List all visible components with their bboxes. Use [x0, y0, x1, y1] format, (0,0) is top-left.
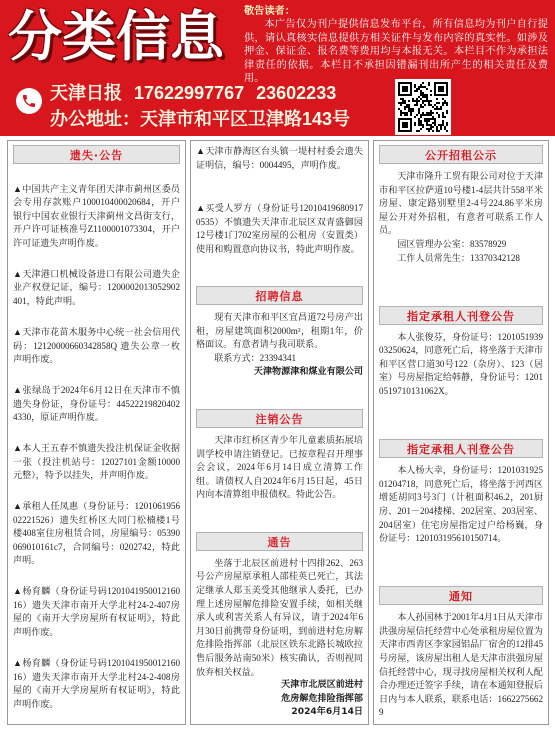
qr-code-icon [398, 82, 448, 132]
rental-body: 天津市隆升工贸有限公司对位于天津市和平区拉萨道10号楼1-4层共计558平米房屋、康定路别墅里2-4号224.86平米房屋公开对外招租，有意者可联系工作人员。 [379, 171, 543, 236]
phone-number-landline: 23602233 [256, 83, 337, 103]
qr-code [395, 79, 451, 135]
recruitment-heading: 招聘信息 [196, 286, 363, 305]
deregistration-section [196, 409, 363, 502]
notification-section [379, 586, 543, 720]
announcement-signature-block [277, 679, 363, 706]
announcement-date: 2024年6月14日 [291, 707, 363, 718]
lost-notice-item: ▲承租人任凤惠（身份证号：120106195602221526）遗失红桥区大同门松楠楼1号楼408室住房租赁合同，房屋编号：05390069010161c7，合同编号：0202742，特此声明。 [13, 501, 180, 566]
notification-body: 本人孙国林于2001年4月1日从天津市洪强房屋信托经营中心处承租房屋位置为天津市西青区李家园铝品厂宿舍的12排45号房屋，该房屋出租人是天津市洪强房屋信托经营中心，现寻找房屋相关权利人配合办理还迁签字手续，请在本通知登报后日内与本人联系，联系电话：16622756629 [379, 612, 543, 718]
lost-notice-item: ▲天津市静海区台头镇一堤村村委会遗失证明信，编号：0004495，声明作废。 [196, 146, 363, 170]
tenant-designation-section [379, 306, 543, 399]
lost-notices-list [13, 174, 180, 720]
office-address: 办公地址：天津市和平区卫津路143号 [50, 109, 351, 129]
announcement-section [196, 532, 363, 720]
lost-notice-item: ▲张绿岛于2024年6月12日在天津市不慎遗失身份证，身份证号：445222198204024330，原证声明作废。 [13, 384, 180, 423]
recruitment-company: 天津物源津和煤业有限公司 [253, 366, 363, 377]
lost-notice-item: ▲本人王五春不慎遗失投注机保证金收据一张（投注机站号：12027101金额10000元整），特予以挂失，并声明作废。 [13, 443, 180, 481]
section-title: 分类信息 [8, 5, 224, 68]
deregistration-heading: 注销公告 [196, 409, 363, 428]
qr-finder-top-right [434, 82, 448, 96]
tenant-designation-section [379, 439, 543, 546]
announcement-signature: 天津市北辰区前进村危房解危排险指挥部 [281, 680, 363, 704]
lost-notices-heading: 遗失·公告 [13, 145, 180, 164]
newspaper-name: 天津日报 [50, 83, 122, 103]
middle-column [190, 140, 369, 725]
masthead [0, 0, 555, 136]
reader-notice-heading: 敬告读者： [244, 6, 295, 17]
lost-notice-item: ▲天津市花苗木服务中心统一社会信用代码：12120000660342858Q 遗失公章一枚声明作废。 [13, 326, 180, 365]
qr-finder-top-left [398, 82, 412, 96]
lost-notice-item: ▲天津港口机械设备进口有限公司遗失企业产权登记证，编号：1200002013052902401，特此声明。 [13, 268, 180, 307]
rental-section [379, 145, 543, 265]
qr-finder-bottom-left [398, 118, 412, 132]
rental-staff-contact: 工作人员常先生：13370342128 [397, 252, 520, 263]
recruitment-body: 现有天津市和平区宜昌道72号房产出租，房屋建筑面积2000m²，租期1年，价格面议。有意者请与我司联系。 [196, 312, 363, 350]
tenant-designation-heading: 指定承租人刊登公告 [379, 306, 543, 325]
recruitment-contact: 联系方式：23394341 [214, 353, 297, 364]
announcement-body: 坐落于北辰区前进村十四排262、263号公产房屋原承租人邵桂英已死亡，其法定继承人郑玉美受其他继承人委托，已办理上述房屋解危排险安置手续，如相关继承人或利害关系人有异议，请于2024年6月30日前携带身份证明，到前进村危房解危排险指挥部（北辰区铁东北路长城欧拉售后服务站南50米）核实确认，否则视同放弃相关权益。 [196, 557, 363, 677]
hotline [50, 82, 336, 104]
lost-notice-item: ▲中国共产主义青年团天津市蓟州区委员会专用存款账户100010400020684，开户银行中国农业银行天津蓟州文昌街支行，开户许可证核准号Z1100001073304，开户许可证遗失声明作废。 [13, 183, 180, 248]
phone-icon [16, 88, 42, 114]
lost-notice-item: ▲杨育麟（身份证号码120104195001216016）遗失天津市南开大学北村24-2-407房屋的《南开大学房屋所有权证明》，特此声明作废。 [13, 586, 180, 638]
announcement-heading: 通告 [196, 532, 363, 551]
rental-office-contact: 园区管理办公室：83578929 [397, 238, 507, 249]
lost-notice-item: ▲杨育麟（身份证号码120104195001216016）遗失天津市南开大学北村24-2-408房屋的《南开大学房屋所有权证明》，特此声明作废。 [13, 657, 180, 709]
right-column [373, 140, 549, 725]
tenant-designation-body: 本人张俊芬，身份证号：120105193903250624，同意死亡后，将坐落于天津市和平区营口道30号122（杂房）、123（居室）号房屋指定给韩静，身份证号：12010519710131062X。 [379, 331, 543, 397]
phone-handset-glyph [21, 93, 37, 109]
rental-heading: 公开招租公示 [379, 145, 543, 164]
tenant-designation-body: 本人杨大幸，身份证号：120103192501204718，同意死亡后，将坐落于河西区增延胡同3号3门（计租面积46.2，201厨房、201－204楼梯、202居室、203居室、204居室）住宅房屋指定过户给杨巍，身份证号：120103195610150714。 [379, 465, 543, 544]
phone-number-mobile: 17622997767 [134, 83, 245, 103]
tenant-designation-heading: 指定承租人刊登公告 [379, 439, 543, 458]
reader-notice-body: 本广告仅为刊户提供信息发布平台，所有信息均为刊户自行提供，请认真核实信息提供方相关证件与发布内容的真实性。如涉及押金、保证金、报名费等费用均与本报无关。本栏目不作为承担法律责任的依据。本栏目不承担因错漏刊出所产生的相关责任及费用。 [244, 19, 548, 85]
recruitment-section [196, 286, 363, 379]
deregistration-body: 天津市红桥区青少年儿童素质拓展培训学校申请注销登记。已按章程召开理事会会议，2024年6月14日成立清算工作组。请债权人自2024年6月15日起，45日内向本清算组申报债权。特此公告。 [196, 435, 363, 500]
notification-heading: 通知 [379, 586, 543, 605]
reader-notice [244, 5, 548, 85]
left-column [7, 140, 186, 725]
lost-notice-item: ▲买受人罗方（身份证号120104196809170535）不慎遗失天津市北辰区双青盛御园12号楼1门702室房屋的公租房（安置类）使用和购置意向协议书，特此声明作废。 [196, 203, 363, 254]
